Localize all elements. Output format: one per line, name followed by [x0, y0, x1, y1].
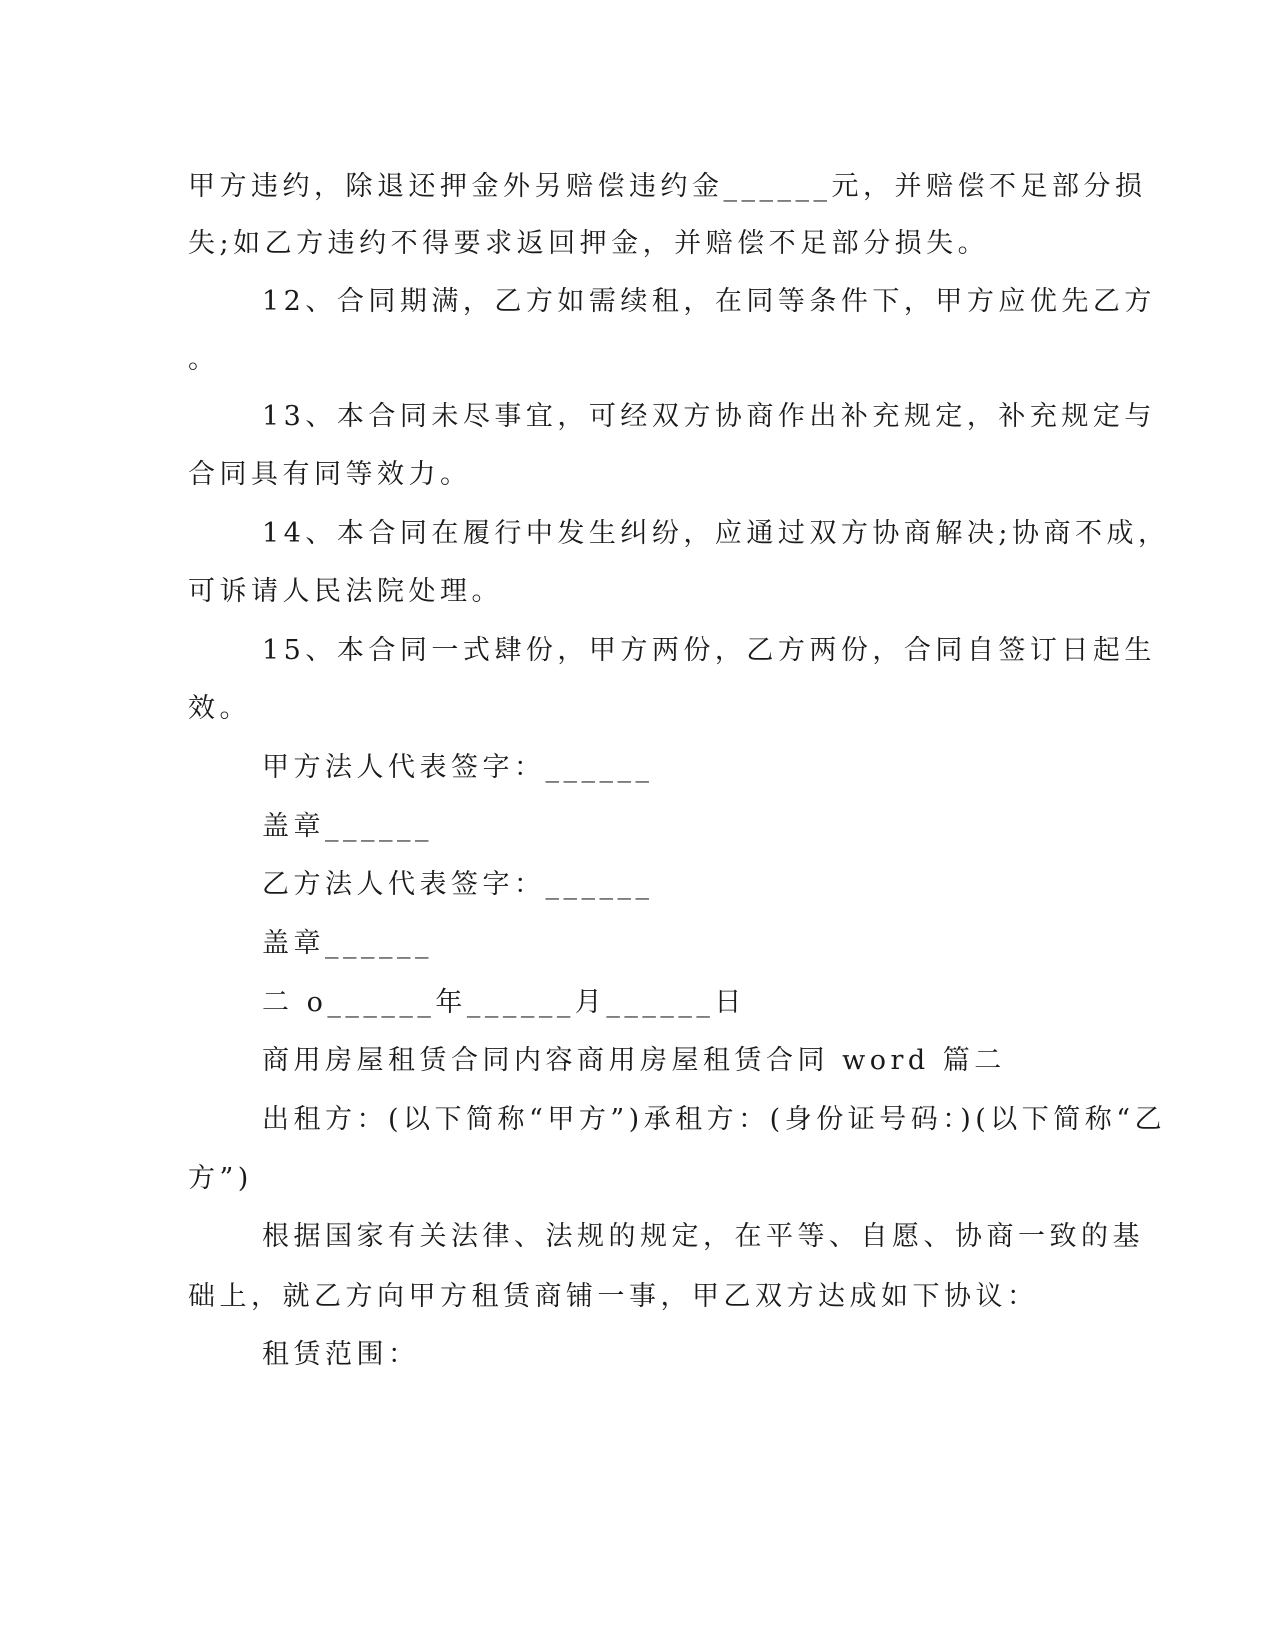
clause-14: 14、本合同在履行中发生纠纷，应通过双方协商解决;协商不成，: [262, 518, 1170, 549]
party-b-seal-line: 盖章______: [262, 928, 433, 959]
date-line: 二 o______年______月______日: [262, 987, 746, 1018]
text-line-breach-party-b: 失;如乙方违约不得要求返回押金，并赔偿不足部分损失。: [188, 228, 990, 259]
preamble-line: 根据国家有关法律、法规的规定，在平等、自愿、协商一致的基: [262, 1221, 1144, 1252]
clause-13: 13、本合同未尽事宜，可经双方协商作出补充规定，补充规定与: [262, 401, 1156, 432]
preamble-line-continued: 础上，就乙方向甲方租赁商铺一事，甲乙双方达成如下协议：: [188, 1281, 1039, 1312]
party-a-seal-line: 盖章______: [262, 811, 433, 842]
clause-12-continued: 。: [188, 344, 220, 375]
text-line-breach-party-a: 甲方违约，除退还押金外另赔偿违约金______元，并赔偿不足部分损: [188, 171, 1147, 202]
clause-15-continued: 效。: [188, 693, 251, 724]
party-a-signature-line: 甲方法人代表签字：______: [262, 752, 654, 783]
section-heading-part-two: 商用房屋租赁合同内容商用房屋租赁合同 word 篇二: [262, 1045, 1006, 1076]
clause-14-continued: 可诉请人民法院处理。: [188, 576, 503, 607]
clause-13-continued: 合同具有同等效力。: [188, 459, 472, 490]
party-b-signature-line: 乙方法人代表签字：______: [262, 869, 654, 900]
clause-12: 12、合同期满，乙方如需续租，在同等条件下，甲方应优先乙方: [262, 286, 1156, 317]
parties-line-continued: 方”): [188, 1163, 253, 1194]
parties-line: 出租方：(以下简称“甲方”)承租方：(身份证号码：)(以下简称“乙: [262, 1104, 1167, 1135]
clause-15: 15、本合同一式肆份，甲方两份，乙方两份，合同自签订日起生: [262, 635, 1156, 666]
lease-scope-heading: 租赁范围：: [262, 1339, 420, 1370]
